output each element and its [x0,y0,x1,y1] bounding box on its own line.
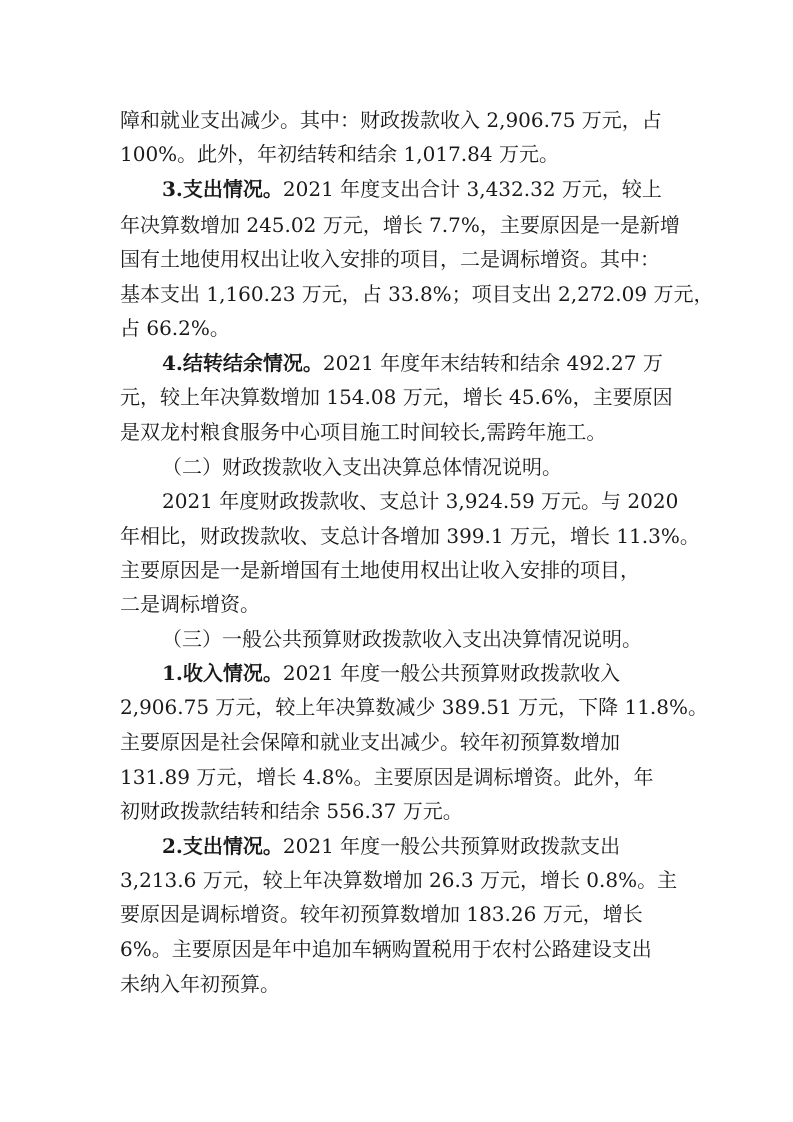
line-text: 年决算数增加 245.02 万元，增长 7.7%，主要原因是一是新增 [120,213,680,237]
line-text: 100%。此外，年初结转和结余 1,017.84 万元。 [120,142,559,166]
text-line [0,798,793,824]
text-line [0,419,793,445]
text-line [0,626,793,652]
line-text: 基本支出 1,160.23 万元，占 33.8%；项目支出 2,272.09 万元， [120,282,714,306]
text-line [0,833,793,859]
section-heading: 1.收入情况。 [162,661,283,685]
section-heading: （三）一般公共预算财政拨款收入支出决算情况说明。 [162,627,642,651]
section-heading: （二）财政拨款收入支出决算总体情况说明。 [162,455,562,479]
line-text: 二是调标增资。 [120,592,260,616]
line-text: 年相比，财政拨款收、支总计各增加 399.1 万元，增长 11.3%。 [120,524,700,548]
text-line [0,971,793,997]
line-text: 元，较上年决算数增加 154.08 万元，增长 45.6%，主要原因 [120,385,673,409]
line-text: 主要原因是一是新增国有土地使用权出让收入安排的项目， [120,558,640,582]
text-line [0,107,793,133]
line-text: 未纳入年初预算。 [120,972,280,996]
line-text: 2021 年度年末结转和结余 492.27 万 [322,351,663,375]
text-line [0,694,793,720]
text-line [0,141,793,167]
line-text: 2021 年度一般公共预算财政拨款支出 [282,834,621,858]
text-line [0,764,793,790]
line-text: 2021 年度财政拨款收、支总计 3,924.59 万元。与 2020 [162,489,679,513]
line-text: 主要原因是社会保障和就业支出减少。较年初预算数增加 [120,730,620,754]
line-text: 障和就业支出减少。其中：财政拨款收入 2,906.75 万元，占 [120,108,662,132]
text-line [0,212,793,238]
line-text: 3,213.6 万元，较上年决算数增加 26.3 万元，增长 0.8%。主 [120,868,678,892]
text-line [0,315,793,341]
text-line [0,350,793,376]
text-line [0,384,793,410]
text-line [0,246,793,272]
text-line [0,557,793,583]
text-line [0,488,793,514]
section-heading: 2.支出情况。 [162,834,283,858]
text-line [0,591,793,617]
line-text: 6%。主要原因是年中追加车辆购置税用于农村公路建设支出 [120,937,652,961]
text-line [0,523,793,549]
line-text: 初财政拨款结转和结余 556.37 万元。 [120,799,463,823]
line-text: 2021 年度一般公共预算财政拨款收入 [282,661,621,685]
line-text: 国有土地使用权出让收入安排的项目，二是调标增资。其中： [120,247,660,271]
line-text: 131.89 万元，增长 4.8%。主要原因是调标增资。此外，年 [120,765,654,789]
text-line [0,901,793,927]
line-text: 2,906.75 万元，较上年决算数减少 389.51 万元，下降 11.8%。 [120,695,709,719]
text-line [0,936,793,962]
section-heading: 4.结转结余情况。 [162,351,323,375]
line-text: 是双龙村粮食服务中心项目施工时间较长,需跨年施工。 [120,420,607,444]
text-line [0,867,793,893]
text-line [0,454,793,480]
text-line [0,176,793,202]
text-line [0,281,793,307]
text-line [0,729,793,755]
line-text: 占 66.2%。 [120,316,230,340]
text-line [0,660,793,686]
line-text: 要原因是调标增资。较年初预算数增加 183.26 万元，增长 [120,902,643,926]
line-text: 2021 年度支出合计 3,432.32 万元，较上 [282,177,662,201]
section-heading: 3.支出情况。 [162,177,283,201]
